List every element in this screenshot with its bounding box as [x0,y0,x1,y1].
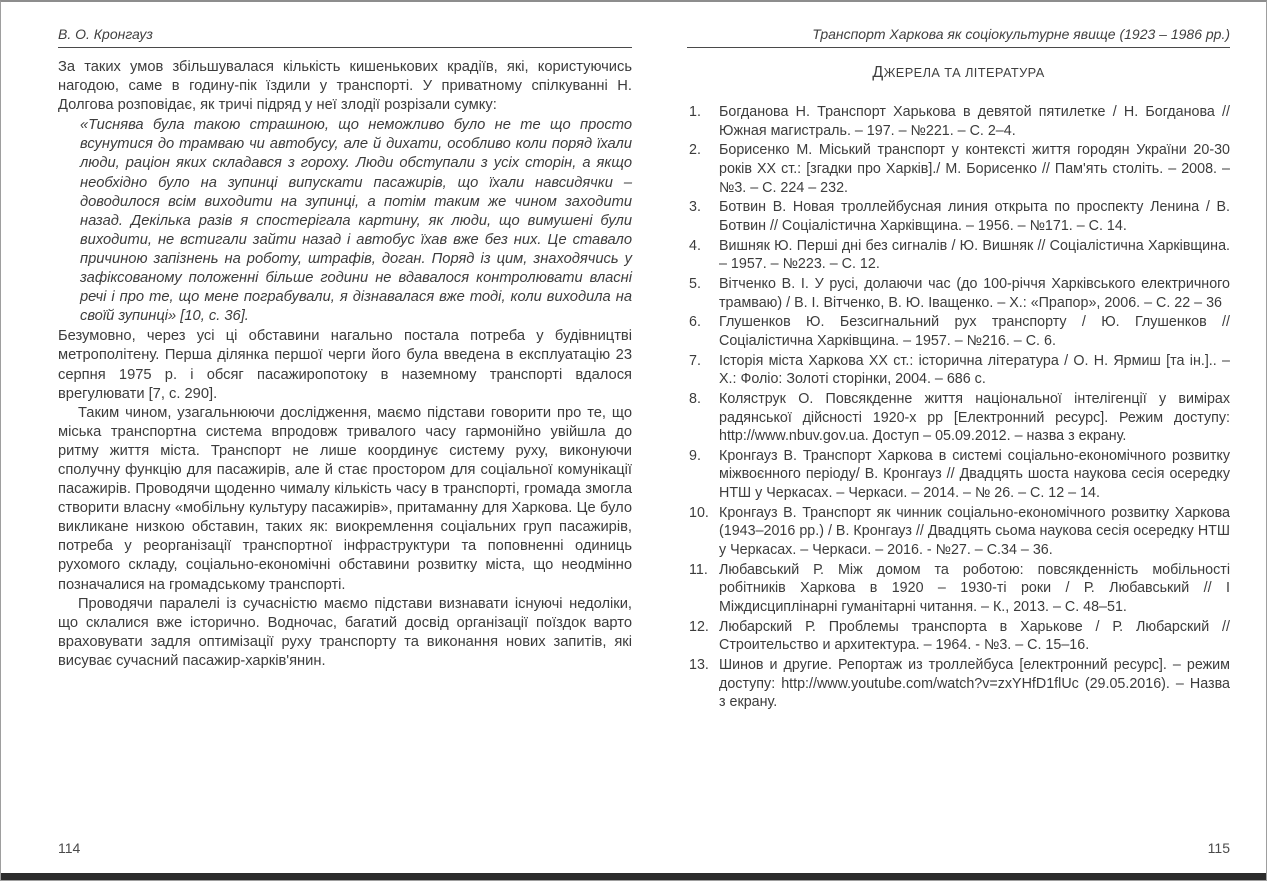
reference-text: Коляструк О. Повсякденне життя національної інтелігенції у вимірах радянської дійсності 1920-х рр [Електронний ресурс]. Режим доступу: http://www.nbuv.gov.ua. Доступ – 05.09.2012. – назва з екрану. [719,390,1230,445]
reference-text: Глушенков Ю. Безсигнальний рух транспорту / Ю. Глушенков // Соціалістична Харківщина. – 1957. – №216. – С. 6. [719,314,1230,349]
reference-text: Вишняк Ю. Перші дні без сигналів / Ю. Вишняк // Соціалістична Харківщина. – 1957. – №223. – С. 12. [719,237,1230,273]
reference-number: 5. [689,275,701,292]
running-header-title: Транспорт Харкова як соціокультурне явище (1923 – 1986 рр.) [687,26,1230,48]
reference-number: 2. [689,142,701,159]
reference-number: 4. [689,237,701,254]
paragraph: За таких умов збільшувалася кількість кишенькових крадіїв, які, користуючись нагодою, саме в годину-пік їздили у транспорті. У приватному спілкуванні Н. Долгова розповідає, як тричі підряд у неї злодії розрізали сумку: [58,59,632,114]
block-quote: «Тиснява була такою страшною, що неможливо було не те що просто всунутися до трамваю чи автобусу, але й дихати, особливо коли поряд їхали люди, раціон яких складався з гороху. Люди обступали з усіх сторін, а якщо необхідно було на зупинці випускати пасажирів, що їхали навсидячки – доводилося всім виходити на зупинці, а потім таким же чином заходити назад. Декілька разів я спостерігала картину, як люди, що вимушені були виходити, не встигали зайти назад і автобус їхав вже без них. Це ставало причиною запізнень на роботу, штрафів, доган. Поряд із цим, знаходячись у зафіксованому положенні більше години не вдавалося контролювати власні речі і про те, що мене пограбували, я дізнавалася вже тоді, коли виходила на своїй зупинці» [10, с. 36]. [80,117,632,325]
reference-item [687,390,1230,446]
reference-number: 13. [689,657,709,674]
reference-text: Любарский Р. Проблемы транспорта в Харькове / Р. Любарский // Строительство и архитектура. – 1964. - №3. – С. 15–16. [719,618,1230,654]
reference-number: 12. [689,618,709,635]
running-header-author: В. О. Кронгауз [58,26,632,48]
reference-number: 3. [689,199,701,216]
reference-number: 6. [689,314,701,331]
reference-text: Кронгауз В. Транспорт як чинник соціально-економічного розвитку Харкова (1943–2016 рр.) / В. Кронгауз // Двадцять сьома наукова сесія осередку НТШ у Черкасах. – Черкаси. – 2016. - №27. – С.34 – 36. [719,504,1230,559]
paragraph: Безумовно, через усі ці обставини нагально постала потреба у будівництві метрополітену. Перша ділянка першої черги його була введена в експлуатацію 23 серпня 1975 р. і обсяг пасажиропотоку в наземному транспорті вдалося врегулювати [7, с. 290]. [58,328,632,402]
reference-text: Борисенко М. Міський транспорт у контексті життя городян України 20-30 років ХХ ст.: [згадки про Харків]./ М. Борисенко // Пам'ять століть. – 2008. – №3. – С. 224 – 232. [719,142,1230,196]
reference-text: Любавський Р. Між домом та роботою: повсякденність мобільності робітників Харкова в 1920 – 1930-ті роки / Р. Любавський // І Міждисциплінарні гуманітарні читання. – К., 2013. – С. 48–51. [719,561,1230,616]
page-right [687,26,1230,713]
scan-bottom-edge [1,873,1266,880]
reference-text: Богданова Н. Транспорт Харькова в девятой пятилетке / Н. Богданова // Южная магистраль. – 197. – №221. – С. 2–4. [719,104,1230,139]
reference-text: Кронгауз В. Транспорт Харкова в системі соціально-економічного розвитку міжвоєнного періоду/ В. Кронгауз // Двадцять шоста наукова сесія осередку НТШ у Черкасах. – Черкаси. – 2014. – № 26. – С. 12 – 14. [719,447,1230,502]
page-number-right: 115 [1207,840,1230,856]
reference-item [687,313,1230,350]
reference-item [687,352,1230,389]
paragraph: Проводячи паралелі із сучасністю маємо підстави визнавати існуючі недоліки, що склалися вже історично. Водночас, багатий досвід організації поїздок варто враховувати задля оптимізації руху транспорту та виконання нових запитів, які висуває сучасний пасажир-харків'янин. [58,595,632,669]
reference-item [687,237,1230,274]
reference-text: Шинов и другие. Репортаж из троллейбуса [електронний ресурс]. – режим доступу: http://www.youtube.com/watch?v=zxYHfD1flUc (29.05.2016). – Назва з екрану. [719,657,1230,711]
reference-item [687,504,1230,560]
reference-item [687,198,1230,235]
section-title: ДЖЕРЕЛА ТА ЛІТЕРАТУРА [872,64,1045,81]
reference-number: 10. [689,504,709,521]
reference-item [687,447,1230,503]
reference-text: Ботвин В. Новая троллейбусная линия открыта по проспекту Ленина / В. Ботвин // Соціалістична Харківщина. – 1956. – №171. – С. 14. [719,199,1230,234]
reference-text: Історія міста Харкова ХХ ст.: історична література / О. Н. Ярмиш [та ін.].. – Х.: Фоліо: Золоті сторінки, 2004. – 686 с. [719,352,1230,388]
reference-item [687,103,1230,140]
reference-item [687,656,1230,712]
page-left [58,26,632,671]
reference-number: 8. [689,390,701,407]
reference-item [687,618,1230,655]
reference-list [687,103,1230,712]
reference-number: 11. [689,561,708,578]
reference-item [687,561,1230,617]
left-body-text [58,58,632,671]
reference-number: 9. [689,447,701,464]
reference-number: 7. [689,352,701,369]
reference-number: 1. [689,104,701,120]
reference-text: Вітченко В. І. У русі, долаючи час (до 100-річчя Харківського електричного трамваю) / В. І. Вітченко, В. Ю. Іващенко. – Х.: «Прапор», 2006. – С. 22 – 36 [719,275,1230,311]
reference-item [687,275,1230,312]
page-number-left: 114 [58,840,81,856]
paragraph: Таким чином, узагальнюючи дослідження, маємо підстави говорити про те, що міська транспортна система впродовж тривалого часу гармонійно увійшла до ритму життя міста. Транспорт не лише координує систему руху, виконуючи сполучну функцію для пасажирів, але й стає простором для соціальної комунікації пасажирів. Проводячи щоденно чималу кількість часу в транспорті, громада змогла створити власну «мобільну культуру пасажирів», притаманну для Харкова. Це було викликане низкою обставин, таких як: виокремлення соціальних груп пасажирів, потреба у реорганізації транспортної інфраструктури та поповненні одиниць рухомого складу, соціально-економічні обставини розвитку міста, що неодмінно позначалися на громадському транспорті. [58,404,632,593]
reference-item [687,141,1230,197]
